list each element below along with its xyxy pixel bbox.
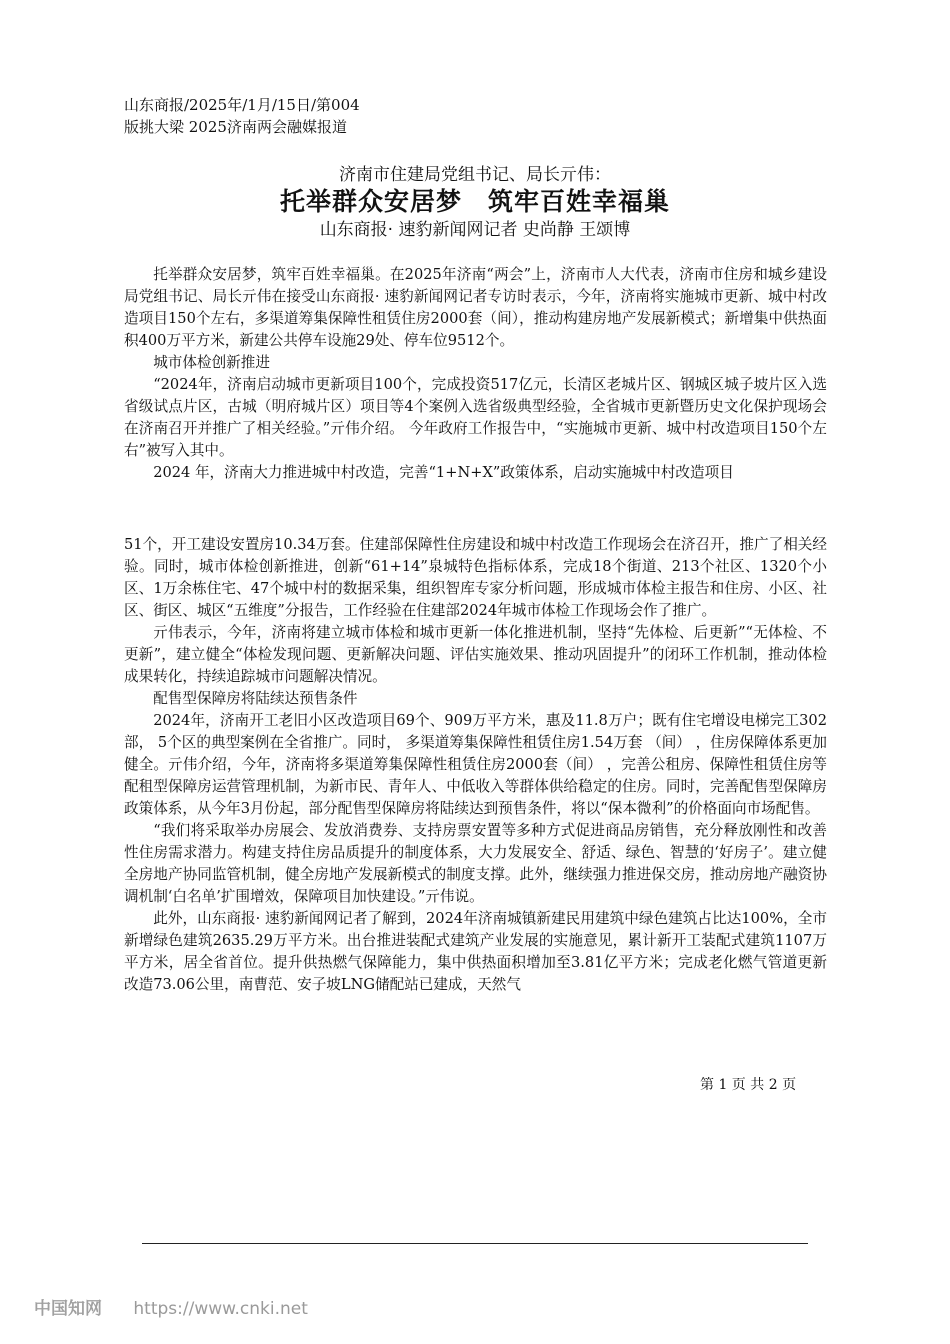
- section-heading: 城市体检创新推进: [153, 354, 270, 371]
- paragraph: 托举群众安居梦，筑牢百姓幸福巢。在2025年济南“两会”上，济南市人大代表，济南市住房和城乡建设局党组书记、局长亓伟在接受山东商报· 速豹新闻网记者专访时表示，今年，济南将实施城市更新、城中村改造项目150个左右，多渠道筹集保障性租赁住房2000套（间），推动构建房地产发展新模式；新增集中供热面积400万平方米，新建公共停车设施29处、停车位9512个。: [124, 266, 827, 349]
- cnki-logo: 中国知网: [34, 1299, 102, 1319]
- article-body-part-2: [124, 534, 827, 996]
- column-title: 版挑大梁 2025济南两会融媒报道: [124, 118, 347, 136]
- article-byline: 山东商报· 速豹新闻网记者 史尚静 王颂博: [319, 220, 631, 240]
- paragraph: 此外，山东商报· 速豹新闻网记者了解到，2024年济南城镇新建民用建筑中绿色建筑占比达100%，全市新增绿色建筑2635.29万平方米。出台推进装配式建筑产业发展的实施意见，累计新开工装配式建筑1107万平方米，居全省首位。提升供热燃气保障能力，集中供热面积增加至3.81亿平方米；完成老化燃气管道更新改造73.06公里，南曹范、安子坡LNG储配站已建成，天然气: [124, 910, 827, 993]
- publication-source: 山东商报/2025年/1月/15日/第004: [124, 96, 360, 114]
- paragraph: 2024 年，济南大力推进城中村改造，完善“1+N+X”政策体系，启动实施城中村改造项目: [153, 464, 734, 481]
- footer: [34, 1294, 308, 1319]
- article-title: 托举群众安居梦 筑牢百姓幸福巢: [279, 187, 670, 216]
- footer-divider: [142, 1243, 808, 1244]
- section-heading: 配售型保障房将陆续达预售条件: [153, 690, 358, 707]
- paragraph: “我们将采取举办房展会、发放消费券、支持房票安置等多种方式促进商品房销售，充分释放刚性和改善性住房需求潜力。构建支持住房品质提升的制度体系，大力发展安全、舒适、绿色、智慧的‘好房子’。建立健全房地产协同监管机制，健全房地产发展新模式的制度支撑。此外，继续强力推进保交房，推动房地产融资协调机制‘白名单’扩围增效，保障项目加快建设。”亓伟说。: [124, 822, 827, 905]
- article-body-part-1: [124, 264, 827, 484]
- page-number: 第 1 页 共 2 页: [700, 1077, 797, 1093]
- paragraph: “2024年，济南启动城市更新项目100个，完成投资517亿元，长清区老城片区、钢城区城子坡片区入选省级试点片区，古城（明府城片区）项目等4个案例入选省级典型经验，全省城市更新暨历史文化保护现场会在济南召开并推广了相关经验。”亓伟介绍。 今年政府工作报告中，“实施城市更新、城中村改造项目150个左右”被写入其中。: [124, 376, 827, 459]
- paragraph: 51个，开工建设安置房10.34万套。住建部保障性住房建设和城中村改造工作现场会在济召开，推广了相关经验。同时，城市体检创新推进，创新“61+14”泉城特色指标体系，完成18个街道、213个社区、1320个小区、1万余栋住宅、47个城中村的数据采集，组织智库专家分析问题，形成城市体检主报告和住房、小区、社区、街区、城区“五维度”分报告，工作经验在住建部2024年城市体检工作现场会作了推广。: [124, 536, 827, 619]
- cnki-url[interactable]: https://www.cnki.net: [133, 1299, 308, 1319]
- article-subtitle: 济南市住建局党组书记、局长亓伟：: [339, 165, 611, 185]
- paragraph: 2024年，济南开工老旧小区改造项目69个、909万平方米，惠及11.8万户；既有住宅增设电梯完工302部， 5个区的典型案例在全省推广。同时， 多渠道筹集保障性租赁住房1.54万套 （间） ，住房保障体系更加健全。亓伟介绍，今年，济南将多渠道筹集保障性租赁住房2000套（间） ，完善公租房、保障性租赁住房等配租型保障房运营管理机制，为新市民、青年人、中低收入等群体供给稳定的住房。同时，完善配售型保障房政策体系，从今年3月份起，部分配售型保障房将陆续达到预售条件，将以“保本微利”的价格面向市场配售。: [124, 712, 827, 817]
- paragraph: 亓伟表示，今年，济南将建立城市体检和城市更新一体化推进机制，坚持“先体检、后更新”“无体检、不更新”，建立健全“体检发现问题、更新解决问题、评估实施效果、推动巩固提升”的闭环工作机制，推动体检成果转化，持续追踪城市问题解决情况。: [124, 624, 827, 685]
